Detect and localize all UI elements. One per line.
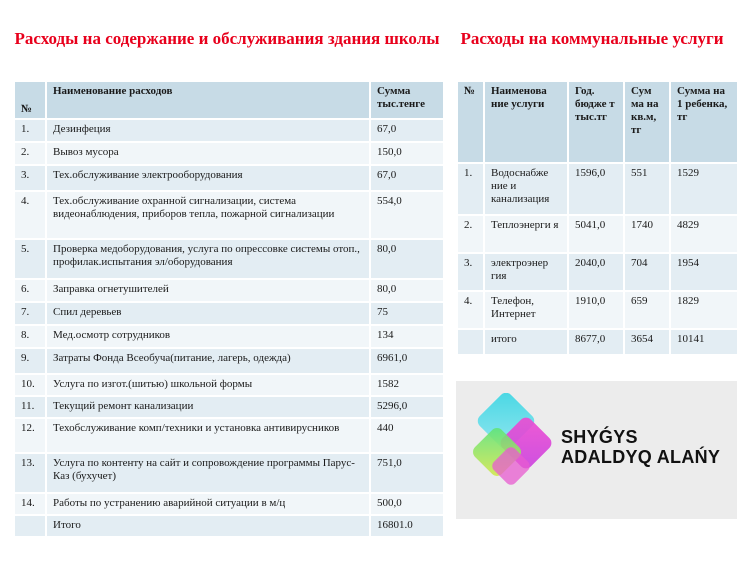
table-row xyxy=(457,253,738,291)
cell-num: 8. xyxy=(14,325,46,348)
logo-line-1: SHYǴYS xyxy=(561,427,638,447)
table-header-row xyxy=(14,81,444,119)
cell-per-m2: 3654 xyxy=(624,329,670,355)
maintenance-expenses-table xyxy=(13,80,445,538)
table-row xyxy=(14,165,444,191)
table-row xyxy=(14,493,444,515)
cell-budget: 8677,0 xyxy=(568,329,624,355)
cell-num: 7. xyxy=(14,302,46,325)
header-name: Наименование расходов xyxy=(46,81,370,119)
table-row xyxy=(14,239,444,279)
cell-name: электроэнер гия xyxy=(484,253,568,291)
cell-num: 5. xyxy=(14,239,46,279)
header-num: № xyxy=(14,81,46,119)
cell-name: Теплоэнерги я xyxy=(484,215,568,253)
table-row xyxy=(14,279,444,302)
cell-name: Текущий ремонт канализации xyxy=(46,396,370,418)
cell-name: итого xyxy=(484,329,568,355)
cell-num xyxy=(457,329,484,355)
header-sum: Сумма тыс.тенге xyxy=(370,81,444,119)
cell-budget: 1910,0 xyxy=(568,291,624,329)
table-row xyxy=(14,119,444,142)
cell-sum: 80,0 xyxy=(370,279,444,302)
utility-expenses-table xyxy=(456,80,739,356)
cell-num: 14. xyxy=(14,493,46,515)
cell-per-child: 1829 xyxy=(670,291,738,329)
table-row xyxy=(14,142,444,165)
logo-line-2: ADALDYQ ALAŃY xyxy=(561,447,721,467)
header-budget: Год. бюдже т тыс.тг xyxy=(568,81,624,163)
cell-name: Услуга по контенту на сайт и сопровождение программы Парус-Каз (бухучет) xyxy=(46,453,370,493)
cell-per-m2: 1740 xyxy=(624,215,670,253)
cell-sum: 80,0 xyxy=(370,239,444,279)
cell-name: Техобслуживание комп/техники и установка антивирусников xyxy=(46,418,370,453)
cell-name: Заправка огнетушителей xyxy=(46,279,370,302)
table-row xyxy=(14,453,444,493)
cell-sum: 500,0 xyxy=(370,493,444,515)
logo-panel xyxy=(456,381,737,519)
table-row xyxy=(457,215,738,253)
cell-sum: 67,0 xyxy=(370,119,444,142)
cell-num: 1. xyxy=(457,163,484,215)
cell-per-m2: 659 xyxy=(624,291,670,329)
cell-sum: 5296,0 xyxy=(370,396,444,418)
logo-mark-icon xyxy=(462,393,562,503)
table-row xyxy=(14,418,444,453)
cell-sum: 6961,0 xyxy=(370,348,444,374)
cell-sum: 134 xyxy=(370,325,444,348)
cell-per-child: 4829 xyxy=(670,215,738,253)
cell-name: Итого xyxy=(46,515,370,537)
table-row xyxy=(14,396,444,418)
table-row xyxy=(14,374,444,396)
cell-sum: 440 xyxy=(370,418,444,453)
table-row xyxy=(457,163,738,215)
table-row xyxy=(14,302,444,325)
cell-budget: 1596,0 xyxy=(568,163,624,215)
cell-budget: 5041,0 xyxy=(568,215,624,253)
cell-per-child: 1954 xyxy=(670,253,738,291)
left-title: Расходы на содержание и обслуживания здания школы xyxy=(14,29,440,48)
cell-num: 3. xyxy=(14,165,46,191)
cell-sum: 75 xyxy=(370,302,444,325)
cell-num: 12. xyxy=(14,418,46,453)
cell-num: 4. xyxy=(14,191,46,239)
cell-name: Проверка медоборудования, услуга по опрессовке системы отоп., профилак.испытания эл/оборудования xyxy=(46,239,370,279)
cell-name: Водоснабже ние и канализация xyxy=(484,163,568,215)
header-per-child: Сумма на 1 ребенка, тг xyxy=(670,81,738,163)
table-header-row xyxy=(457,81,738,163)
cell-name: Затраты Фонда Всеобуча(питание, лагерь, одежда) xyxy=(46,348,370,374)
cell-name: Тех.обслуживание электрооборудования xyxy=(46,165,370,191)
cell-num: 4. xyxy=(457,291,484,329)
cell-per-child: 1529 xyxy=(670,163,738,215)
cell-name: Спил деревьев xyxy=(46,302,370,325)
cell-num: 2. xyxy=(14,142,46,165)
header-name: Наименова ние услуги xyxy=(484,81,568,163)
cell-sum: 751,0 xyxy=(370,453,444,493)
cell-num xyxy=(14,515,46,537)
cell-num: 2. xyxy=(457,215,484,253)
cell-sum: 67,0 xyxy=(370,165,444,191)
table-row xyxy=(14,348,444,374)
table-row xyxy=(457,291,738,329)
table-row xyxy=(14,325,444,348)
table-row xyxy=(14,191,444,239)
cell-name: Услуга по изгот.(шитью) школьной формы xyxy=(46,374,370,396)
cell-per-m2: 551 xyxy=(624,163,670,215)
cell-num: 13. xyxy=(14,453,46,493)
cell-per-child: 10141 xyxy=(670,329,738,355)
cell-num: 11. xyxy=(14,396,46,418)
cell-num: 3. xyxy=(457,253,484,291)
cell-per-m2: 704 xyxy=(624,253,670,291)
cell-num: 6. xyxy=(14,279,46,302)
header-per-m2: Сум ма на кв.м, тг xyxy=(624,81,670,163)
cell-name: Мед.осмотр сотрудников xyxy=(46,325,370,348)
cell-budget: 2040,0 xyxy=(568,253,624,291)
cell-name: Вывоз мусора xyxy=(46,142,370,165)
cell-sum: 16801.0 xyxy=(370,515,444,537)
cell-num: 9. xyxy=(14,348,46,374)
table-row xyxy=(457,329,738,355)
cell-name: Телефон, Интернет xyxy=(484,291,568,329)
cell-num: 10. xyxy=(14,374,46,396)
cell-sum: 554,0 xyxy=(370,191,444,239)
cell-sum: 1582 xyxy=(370,374,444,396)
header-num: № xyxy=(457,81,484,163)
cell-sum: 150,0 xyxy=(370,142,444,165)
table-row xyxy=(14,515,444,537)
cell-name: Работы по устранению аварийной ситуации в м/ц xyxy=(46,493,370,515)
cell-name: Дезинфеция xyxy=(46,119,370,142)
cell-name: Тех.обслуживание охранной сигнализации, система видеонаблюдения, приборов тепла, пожарной сигнализации xyxy=(46,191,370,239)
cell-num: 1. xyxy=(14,119,46,142)
right-title: Расходы на коммунальные услуги xyxy=(460,29,724,48)
